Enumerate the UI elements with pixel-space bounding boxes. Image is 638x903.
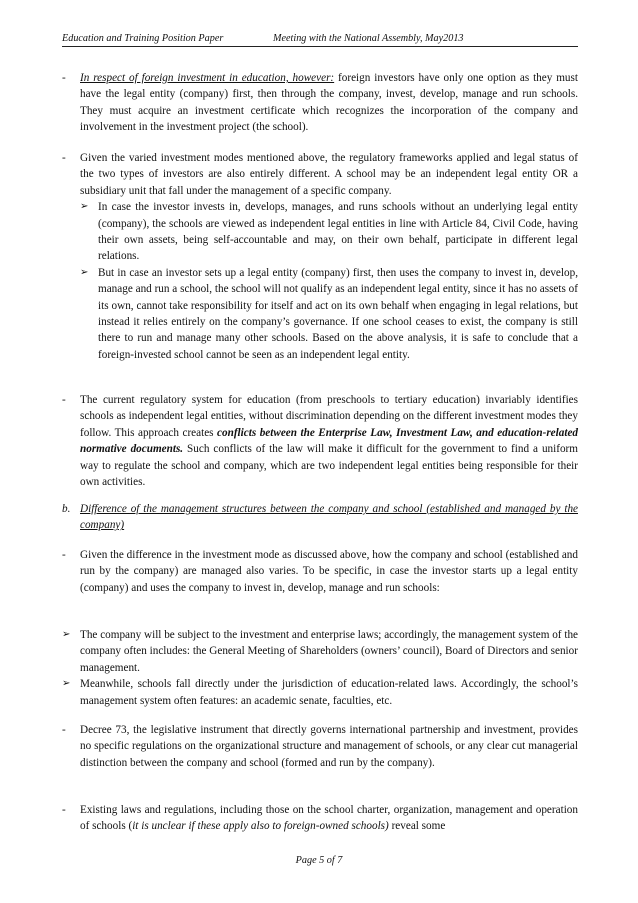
paragraph-text: The current regulatory system for education (from preschools to tertiary education) invariably identifies schools as independent legal entities, without discrimination depending on the different investment modes they follow. This approach creates: [80, 394, 578, 439]
list-item-text: The company will be subject to the investment and enterprise laws; accordingly, the management system of the company often includes: the General Meeting of Shareholders (owners’ council), Board of Directors and senior management.: [80, 629, 578, 674]
arrow-bullet-icon: ➢: [80, 266, 89, 278]
paragraph-lead: In respect of foreign investment in education, however:: [80, 72, 335, 84]
section-label: b.: [62, 503, 71, 515]
emphasized-text: conflicts between the Enterprise Law, Investment Law, and education-related normative documents.: [80, 426, 579, 456]
paragraph-text: Given the difference in the investment mode as discussed above, how the company and school (established and run by the company) are managed also varies. To be specific, in case the investor starts up a legal entity (company) and uses the company to invest in, develop, manage and run schools:: [80, 549, 578, 594]
paragraph-text: Given the varied investment modes mentioned above, the regulatory frameworks applied and legal status of the two types of investors are also entirely different. A school may be an independent legal entity OR a subsidiary unit that fall under the management of a specific company.: [80, 152, 578, 197]
dash-marker: -: [62, 72, 66, 84]
arrow-bullet-icon: ➢: [62, 629, 71, 640]
list-item: [62, 199, 578, 265]
paragraph-text: Decree 73, the legislative instrument that directly governs international partnership and investment, provides no specific regulations on the organizational structure and management of schools, or any clear cut managerial distinction between the company and school (formed and run by the company).: [80, 724, 578, 769]
dash-marker: -: [62, 549, 66, 561]
emphasized-text: it is unclear if these apply also to foreign-owned schools): [132, 820, 389, 833]
arrow-bullet-icon: ➢: [62, 678, 71, 690]
dash-marker: -: [62, 724, 66, 736]
section-title: Difference of the management structures between the company and school (established and managed by the company): [80, 503, 578, 532]
page-number: Page 5 of 7: [295, 855, 343, 866]
paragraph-text: Such conflicts of the law will make it difficult for the government to find a uniform way to regulate the school and company, which are two independent legal entities being responsible for their own activities.: [80, 443, 578, 489]
dash-marker: -: [62, 394, 66, 406]
paragraph-existing-laws: [62, 802, 578, 835]
list-item: [62, 265, 578, 363]
header-left: Education and Training Position Paper: [62, 33, 224, 44]
list-item-text: Meanwhile, schools fall directly under the jurisdiction of education-related laws. Accordingly, the school’s management system often features: an academic senate, faculties, etc.: [80, 678, 578, 707]
list-item-text: In case the investor invests in, develops, manages, and runs schools without an underlying legal entity (company), the schools are viewed as independent legal entities in line with Article 84, Civil Code, having their own assets, being self-accountable and may, on their own behalf, participate in different legal relations.: [98, 201, 578, 263]
paragraph-text: foreign investors have only one option as they must have the legal entity (company) first, then through the company, invest, develop, manage and run schools. They must acquire an investment certificate which recognizes the incorporation of the company and involvement in the investment project (the school).: [80, 72, 578, 134]
list-item-text: But in case an investor sets up a legal entity (company) first, then uses the company to invest in, develop, manage and run a school, the school will not qualify as an independent legal entity, since it has no assets of its own, cannot take responsibility for itself and act on its own behalf when engaging in legal relations, but instead it relies entirely on the company’s governance. If one school ceases to exist, the company is still there to run and manage many other schools. Based on the above analysis, it is safe to conclude that a foreign-invested school cannot be seen as an independent legal entity.: [98, 266, 578, 361]
paragraph-text: Existing laws and regulations, including those on the school charter, organization, management and operation of schools (: [80, 804, 578, 833]
list-item: [62, 627, 578, 676]
list-item: [62, 676, 578, 709]
dash-marker: -: [62, 804, 66, 816]
dash-marker: -: [62, 152, 66, 164]
header-rule: [62, 46, 578, 47]
bullet-list: [62, 627, 578, 709]
paragraph-text: reveal some: [388, 820, 446, 833]
header-right: Meeting with the National Assembly, May2013: [273, 33, 464, 44]
paragraph-decree-73: [62, 722, 578, 771]
paragraph-foreign-investment: [62, 70, 578, 136]
section-heading: [62, 501, 578, 534]
paragraph-management-difference: [62, 547, 578, 596]
paragraph-regulatory-system: [62, 392, 578, 490]
arrow-bullet-icon: ➢: [80, 201, 89, 213]
paragraph-investment-modes: [62, 150, 578, 363]
